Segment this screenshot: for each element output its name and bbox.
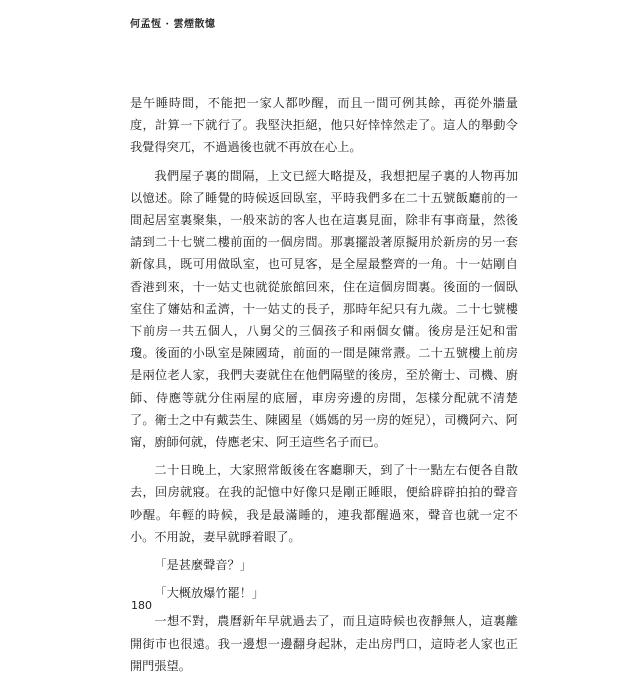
body-text bbox=[130, 92, 518, 677]
running-header: 何孟恆 · 雲煙散憶 bbox=[130, 19, 216, 30]
paragraph: 二十日晚上，大家照常飯後在客廳聊天，到了十一點左右便各自散去，回房就寢。在我的記憶中好像只是剛正睡眼，便給辟辟拍拍的聲音吵醒。年輕的時候，我是最滿睡的，連我都醒過來，聲音也就一定不小。不用說，妻早就睜着眼了。 bbox=[130, 463, 518, 544]
paragraph-continued: 是午睡時間，不能把一家人都吵醒，而且一間可例其餘，再從外牆量度，計算一下就行了。我堅決拒絕，他只好悻悻然走了。這人的舉動令我覺得突兀，不過過後也就不再放在心上。 bbox=[130, 96, 518, 155]
page-number: 180 bbox=[131, 599, 152, 612]
dialogue-line: 「是甚麼聲音？」 bbox=[154, 558, 252, 573]
paragraph: 一想不對，農曆新年早就過去了，而且這時候也夜靜無人，這裏離開街市也很遠。我一邊想一邊翻身起牀，走出房門口，這時老人家也正開門張望。 bbox=[130, 614, 518, 673]
paragraph: 我們屋子裏的間隔，上文已經大略提及，我想把屋子裏的人物再加以憶述。除了睡覺的時候返回臥室，平時我們多在二十五號飯廳前的一間起居室裏聚集，一般來訪的客人也在這裏見面，除非有事商量，然後請到二十七號二樓前面的一個房間。那裏擺設著原擬用於新房的另一套新傢具，既可用做臥室，也可見客，是全屋最整齊的一角。十一姑剛自香港到來，十一姑丈也就從旅館回來，住在這個房間裏。後面的一個臥室住了嬸姑和孟濟，十一姑丈的長子，那時年紀只有九歲。二十七號樓下前房一共五個人，八舅父的三個孩子和兩個女傭。後房是汪妃和雷瓊。後面的小臥室是陳國琦，前面的一間是陳常燾。二十五號樓上前房是兩位老人家，我們夫妻就住在他們隔壁的後房，至於衛士、司機、廚師、侍應等就分住兩屋的底層，車房旁邊的房間，怎樣分配就不清楚了。衛士之中有戴芸生、陳國星（媽媽的另一房的姪兒），司機阿六、阿甯，廚師何就，侍應老宋、阿王這些名子而已。 bbox=[130, 168, 518, 450]
dialogue-line: 「大概放爆竹罷！」 bbox=[154, 586, 265, 601]
